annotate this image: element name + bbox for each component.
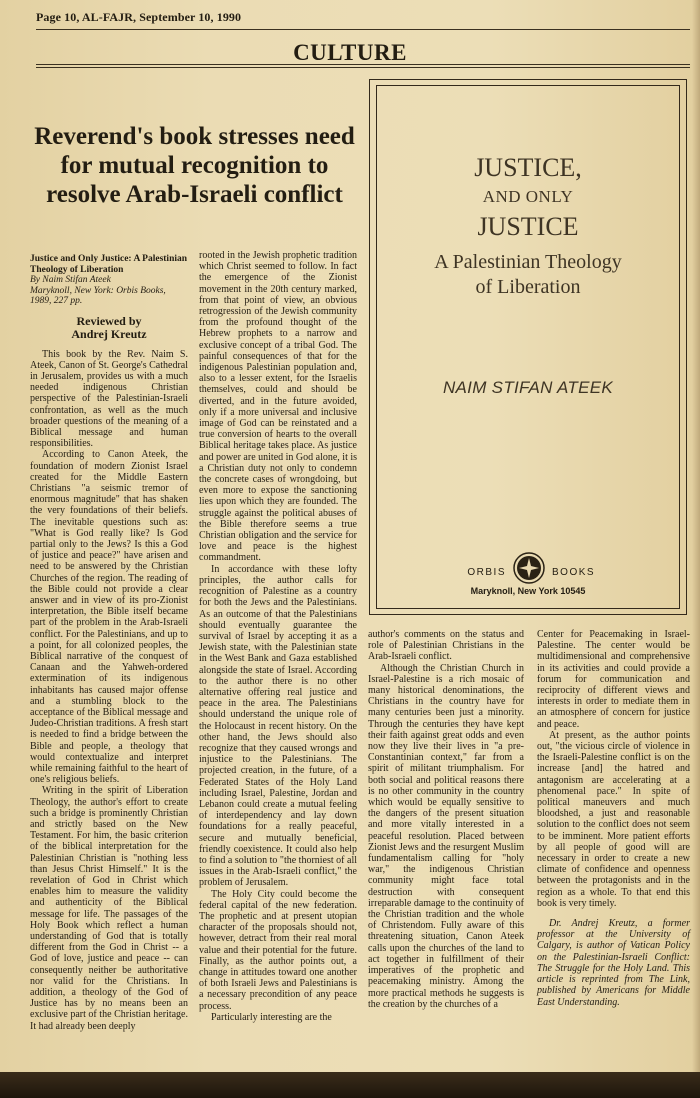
article-column-3 xyxy=(368,629,524,1010)
ad-title-line-3: JUSTICE xyxy=(477,212,579,241)
paragraph: Writing in the spirit of Liberation Theology, the author's effort to create such a bridge is prominently Christian and strictly based on the New Testament. For him, the basic criterion of the biblical interpretation for the Palestinian Christian is "nothing less than Jesus Christ Himself." It is the revelation of God in Christ which enables him to measure the validity and authenticity of the Biblical message for life. The passages of the Holy Book which reflect a human understanding of God that is totally different from the God in Christ -- a God of love, justice and peace -- can consequently neither be authoritative nor valid for the Christians. In addition, a theology of the God of Justice has by no means been an exclusive part of the Christian heritage. It had already been deeply xyxy=(30,785,188,1032)
paragraph: According to Canon Ateek, the foundation of modern Zionist Israel created for the Middle Eastern Christians "a seismic tremor of enormous magnitude" that has shaken the very foundations of their beliefs. The inevitable questions such as: "What is God really like? Is God partial only to the Jews? Is this a God of justice and peace?" have arisen and need to be answered by the Christian Churches of the region. The reading of the Bible could not provide a clear answer and in view of its pro-Zionist interpretation, the Bible itself became part of the problem in the Arab-Israeli conflict. For the Palestinians, and up to a point, for all colonized peoples, the Biblical narrative of the conquest of Canaan and the Yahweh-ordered extermination of its indigenous inhabitants has caused major offense and a stumbling block to the acceptance of the Biblical message and Judeo-Christian traditions. A fresh start is needed to find a bridge between the Bible and people, a theology that would contextualize and interpret while remaining faithful to the heart of one's religious beliefs. xyxy=(30,449,188,786)
paragraph: rooted in the Jewish prophetic tradition which Christ seemed to follow. In fact the emergence of the Zionist movement in the 20th century marked, from that point of view, an obvious retrogression of the Jewish community from the profound thought of the Hebrew prophets to a narrow and exclusive concept of a tribal God. The painful consequences of that for the indigenous Palestinian population and, also to a lesser extent, for the Israelis themselves, could and should be diverted, and in the future avoided, only if a more universal and inclusive image of God can be reinstated and a true conversion of hearts to the overall Biblical heritage takes place. As justice and power are united in God alone, it is a Christian duty not only to condemn the concrete cases of wrongdoing, but even more to expose the sanctioning lies upon which they are founded. The struggle against the political abuses of the Bible therefore seems a true Christian obligation and the service for love and peace is the highest commandment. xyxy=(199,250,358,564)
byline xyxy=(30,315,188,341)
scan-bottom-edge xyxy=(0,1072,700,1098)
paragraph: This book by the Rev. Naim S. Ateek, Canon of St. George's Cathedral in Jerusalem, provides us with a much needed indigenous Christian perspective of the Palestinian-Israeli confrontation, as well as the much broader questions of the meaning of a Biblical message and human responsibilities. xyxy=(30,348,188,450)
book-advertisement xyxy=(369,79,687,615)
page-folio: Page 10, AL-FAJR, September 10, 1990 xyxy=(36,10,242,24)
paragraph: Center for Peacemaking in Israel-Palestine. The center would be multidimensional and comprehensive in its activities and could provide a forum for communication and reciprocity of different views and interests in order to mediate them in an atmosphere of concern for justice and peace. xyxy=(537,629,690,730)
top-rule xyxy=(36,29,690,30)
orbis-globe-icon xyxy=(509,551,549,585)
paragraph: author's comments on the status and role of Palestinian Christians in the Arab-Israeli conflict. xyxy=(368,629,524,663)
ad-inner-frame xyxy=(376,85,680,609)
article-headline: Reverend's book stresses need for mutual recognition to resolve Arab-Israeli conflict xyxy=(34,123,355,208)
article-column-4 xyxy=(537,629,690,1008)
ad-subtitle-line-2: of Liberation xyxy=(475,276,581,298)
ad-subtitle-line-1: A Palestinian Theology xyxy=(434,251,622,273)
book-publisher: Maryknoll, New York: Orbis Books, 1989, 227 pp. xyxy=(30,285,166,306)
paragraph: Particularly interesting are the xyxy=(211,1011,332,1023)
publisher-mark xyxy=(377,551,679,581)
author-note: Dr. Andrej Kreutz, a former professor at the University of Calgary, is author of Vatican Policy on the Palestinian-Israeli Conflict: The Struggle for the Holy Land. This article is reprinted from The Link, published by Americans for Middle East Understanding. xyxy=(537,918,690,1008)
paragraph: The Holy City could become the federal capital of the new federation. The prophetic and at present utopian character of the proposals should not, however, detract from their real moral value and their potential for the future. Finally, as the author points out, a change in attitudes toward one another of both Israeli Jews and Palestinians is a necessary precondition of any peace process. xyxy=(199,888,357,1012)
paragraph: At present, as the author points out, "the vicious circle of violence in the Israeli-Palestine conflict is on the increase [and] the hatred and antagonism are accelerating at a phenomenal pace." In spite of political maneuvers and much bloodshed, a just and reasonable solution to the conflict does not seem to be imminent. More patient efforts by all people of good will are necessary in order to create a new climate of confidence and openness between the protagonists and in the region as a whole. To that end this book is very timely. xyxy=(537,729,690,909)
publisher-left-text: ORBIS xyxy=(467,567,506,578)
article-column-1 xyxy=(30,254,188,1032)
ad-title-line-2: AND ONLY xyxy=(482,187,574,206)
reviewed-by-label: Reviewed by xyxy=(76,313,142,328)
page-edge-shadow xyxy=(692,0,700,1098)
book-author: By Naim Stifan Ateek xyxy=(30,275,111,285)
publisher-location: Maryknoll, New York 10545 xyxy=(470,586,586,596)
ad-author: NAIM STIFAN ATEEK xyxy=(442,378,614,397)
section-title: CULTURE xyxy=(293,40,407,65)
book-title: Justice and Only Justice: A Palestinian Theology of Liberation xyxy=(30,254,188,275)
reviewer-name: Andrej Kreutz xyxy=(71,326,147,341)
book-info xyxy=(30,254,188,307)
paragraph: Although the Christian Church in Israel-Palestine is a rich mosaic of many historical denominations, the Christians in the country have for many centuries been just a minority. Through the centuries they have kept their faith against great odds and even now they live their lives in "a pre-Constantinian context," far from a spirit of militant triumphalism. For both social and political reasons there is no other community in the country which would be equally sensitive to the dangers of the present situation and more vitally interested in a peaceful resolution. Placed between Zionist Jews and the resurgent Muslim fundamentalism calling for "holy war," the indigenous Christian community might face total destruction with consequent irreparable damage to the continuity of the Christian tradition and the whole of Christendom. Fully aware of this threatening situation, Canon Ateek calls upon the churches of the land to act together in fulfillment of their imperatives of the prophetic and peacemaking ministry. Among the more practical methods he suggests is the creation by the churches of a xyxy=(368,662,524,1010)
section-rule-thick xyxy=(36,64,690,65)
ad-title-line-1: JUSTICE, xyxy=(474,153,582,182)
paragraph: In accordance with these lofty principles, the author calls for recognition of Palestine as a country for both the Jews and the Palestinians. As an outcome of that the Palestinians should eventually guarantee the survival of Israel by accepting it as a Jewish state, with the Palestinian state in the West Bank and Gaza established alongside the state of Israel. According to the author there is no other alternative offering real justice and peace in the area. The Palestinians should understand the unique role of the Holocaust in recent history. On the other hand, the Jews should also recognize that they caused wrongs and injustice to the Palestinians. The projected creation, in the future, of a Federated States of the Holy Land including Israel, Palestine, Jordan and Lebanon could create a mutual feeling of interdependency and lay down foundations for a really peaceful, secure and mutually beneficial, friendly coexistence. It could also help to find a solution to "the thorniest of all issues in the Arab-Israeli conflict," the problem of Jerusalem. xyxy=(199,563,357,889)
section-rule-thin xyxy=(36,67,690,68)
publisher-right-text: BOOKS xyxy=(552,567,596,578)
article-column-2 xyxy=(199,250,357,1023)
